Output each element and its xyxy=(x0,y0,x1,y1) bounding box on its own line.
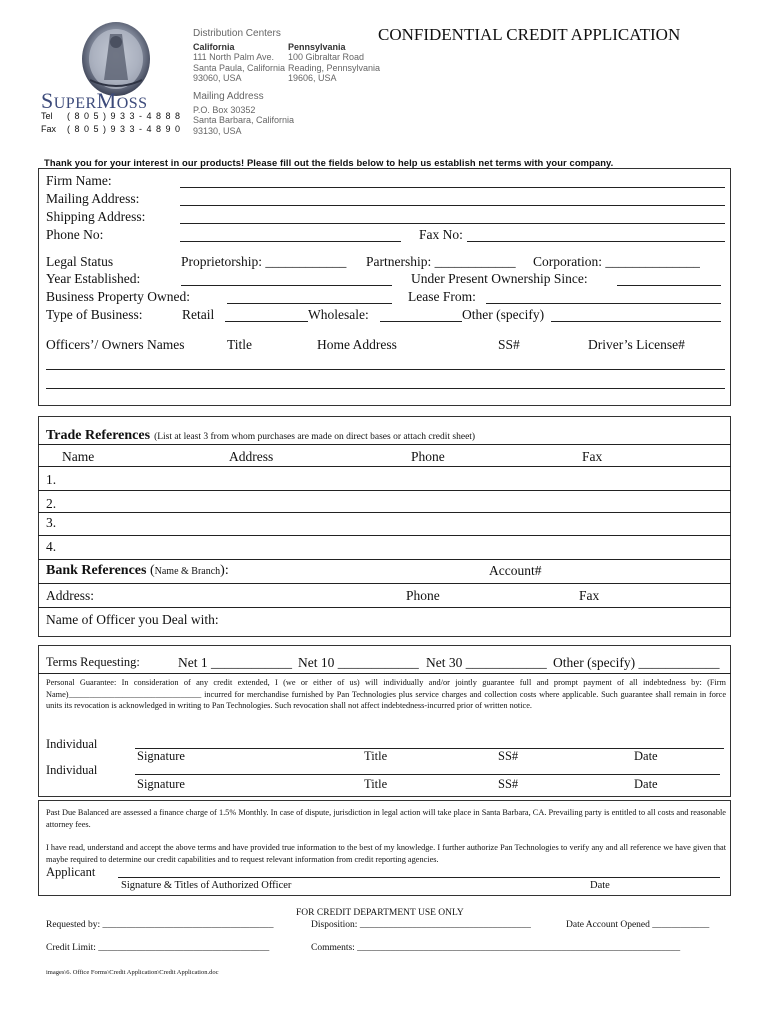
property-owned-field[interactable] xyxy=(227,303,392,304)
references-section xyxy=(38,416,731,637)
home-address-header: Home Address xyxy=(317,337,397,352)
trade-row-2[interactable]: 2. xyxy=(46,496,57,511)
terms-requesting-label: Terms Requesting: xyxy=(46,655,140,669)
net1-field[interactable]: Net 1 ____________ xyxy=(178,655,292,670)
bank-phone-label[interactable]: Phone xyxy=(406,588,440,603)
proprietorship-field[interactable]: Proprietorship: ____________ xyxy=(181,254,347,269)
bank-row-1-line xyxy=(38,583,731,584)
property-owned-label: Business Property Owned: xyxy=(46,289,190,304)
ownership-since-label: Under Present Ownership Since: xyxy=(411,271,588,286)
tel-label: Tel xyxy=(41,111,53,121)
sig1-title-caption: Title xyxy=(364,749,388,763)
sig1-ss-caption: SS# xyxy=(498,749,519,763)
individual-2-signature-line[interactable] xyxy=(135,774,720,775)
bank-account-label[interactable]: Account# xyxy=(489,563,542,578)
applicant-date-caption: Date xyxy=(590,880,610,891)
mailing-address-label: Mailing Address: xyxy=(46,191,140,206)
applicant-label: Applicant xyxy=(46,865,96,879)
bank-fax-label[interactable]: Fax xyxy=(579,588,600,603)
bank-address-label[interactable]: Address: xyxy=(46,588,94,603)
corporation-field[interactable]: Corporation: ______________ xyxy=(533,254,700,269)
comments-field[interactable]: Comments: ____________________________________________________________________ xyxy=(311,943,681,953)
retail-label: Retail xyxy=(182,307,215,322)
pa-name: Pennsylvania xyxy=(288,41,346,52)
sig2-title-caption: Title xyxy=(364,777,388,791)
sig2-signature-caption: Signature xyxy=(137,777,185,791)
sig1-date-caption: Date xyxy=(634,749,658,763)
personal-guarantee-text: Personal Guarantee: In consideration of any credit extended, I (we or either of us) will individually and/or jointly guarantee full and prompt payment of all indebtedness by: (Firm Name)________________________________ incurred for merchandise furnished by Pan Technologies plus service charges and collection costs where applicable. Such guarantee shall remain in force units its revocation is acknowledged in writing to Pan Technologies. Such revocation shall not affect indebtedness-incurred prior of written notice. xyxy=(46,678,726,710)
other-specify-field[interactable] xyxy=(551,321,721,322)
trade-col-phone: Phone xyxy=(411,449,445,464)
trade-references-heading xyxy=(46,426,475,444)
company-logo xyxy=(70,20,162,98)
ss-header: SS# xyxy=(498,337,520,352)
trade-col-address: Address xyxy=(229,449,274,464)
trade-row-4-line xyxy=(38,559,731,560)
agreement-text: I have read, understand and accept the above terms and have provided true information to the best of my knowledge. I further authorize Pan Technologies to verify any and all reference we have given that maybe required to determine our credit capabilities and to request relevant information from credit reporting agencies. xyxy=(46,843,726,864)
lease-from-label: Lease From: xyxy=(408,289,476,304)
wholesale-field[interactable] xyxy=(380,321,462,322)
date-account-opened-field[interactable]: Date Account Opened ____________ xyxy=(566,920,710,930)
shipping-address-label: Shipping Address: xyxy=(46,209,146,224)
fax-value: ( 8 0 5 ) 9 3 3 - 4 8 9 0 xyxy=(67,124,182,134)
office-use-heading: FOR CREDIT DEPARTMENT USE ONLY xyxy=(296,908,464,918)
trade-row-3-line xyxy=(38,535,731,536)
sig2-date-caption: Date xyxy=(634,777,658,791)
bank-refs-title: Bank References xyxy=(46,563,147,578)
trade-refs-note: (List at least 3 from whom purchases are made on direct bases or attach credit sheet) xyxy=(154,432,476,442)
officer-row-2[interactable] xyxy=(46,388,725,389)
past-due-text: Past Due Balanced are assessed a finance charge of 1.5% Monthly. In case of dispute, jurisdiction in legal action will take place in Santa Barbara, CA. Prevailing party is entitled to all costs and reasonable attorney fees. xyxy=(46,808,726,829)
trade-col-name: Name xyxy=(62,449,95,464)
trade-row-1-line xyxy=(38,490,731,491)
mailing-address-field[interactable] xyxy=(180,205,725,206)
officer-row-1[interactable] xyxy=(46,369,725,370)
bank-references-heading: Bank References (Name & Branch): xyxy=(46,563,229,578)
year-established-field[interactable] xyxy=(181,285,392,286)
fax-label: Fax xyxy=(41,124,57,134)
officers-header: Officers’/ Owners Names xyxy=(46,337,185,352)
trade-row-1[interactable]: 1. xyxy=(46,472,57,487)
sig2-ss-caption: SS# xyxy=(498,777,519,791)
wholesale-label: Wholesale: xyxy=(308,307,369,322)
intro-text: Thank you for your interest in our products! Please fill out the fields below to help us establish net terms with your company. xyxy=(44,157,614,168)
trade-header-divider-top xyxy=(38,444,731,445)
california-address: California 111 North Palm Ave. Santa Paula, California 93060, USA xyxy=(193,42,288,84)
bank-officer-label[interactable]: Name of Officer you Deal with: xyxy=(46,612,219,627)
bank-refs-note: Name & Branch xyxy=(154,566,221,577)
individual-1-label: Individual xyxy=(46,737,98,751)
tel-line xyxy=(41,111,181,121)
year-established-label: Year Established: xyxy=(46,271,141,286)
legal-status-label: Legal Status xyxy=(46,254,114,269)
trade-row-3[interactable]: 3. xyxy=(46,515,57,530)
distribution-centers: Distribution Centers California 111 North Palm Ave. Santa Paula, California 93060, USA Pennsylvania 100 Gibraltar Road Reading, Pennsylvania 19606, USA Mailing Address P.O. Box 30352 Santa Barbara, California 93130, USA xyxy=(193,28,381,136)
fax-no-field[interactable] xyxy=(467,241,725,242)
tel-value: ( 8 0 5 ) 9 3 3 - 4 8 8 8 xyxy=(67,111,182,121)
applicant-signature-line[interactable] xyxy=(118,877,720,878)
firm-name-field[interactable] xyxy=(180,187,725,188)
disposition-field[interactable]: Disposition: ____________________________________ xyxy=(311,920,531,930)
individual-2-label: Individual xyxy=(46,763,98,777)
logo-seal-icon xyxy=(70,20,162,98)
drivers-license-header: Driver’s License# xyxy=(588,337,685,352)
trade-col-fax: Fax xyxy=(582,449,603,464)
terms-divider xyxy=(38,673,731,674)
phone-label: Phone No: xyxy=(46,227,104,242)
authorized-officer-caption: Signature & Titles of Authorized Officer xyxy=(121,880,292,891)
retail-field[interactable] xyxy=(225,321,308,322)
fax-line xyxy=(41,124,181,134)
credit-limit-field[interactable]: Credit Limit: ____________________________________ xyxy=(46,943,270,953)
bank-row-2-line xyxy=(38,607,731,608)
trade-refs-title: Trade References xyxy=(46,428,151,443)
business-type-label: Type of Business: xyxy=(46,307,143,322)
lease-from-field[interactable] xyxy=(486,303,721,304)
net30-field[interactable]: Net 30 ____________ xyxy=(426,655,547,670)
distribution-heading: Distribution Centers xyxy=(193,28,281,39)
shipping-address-field[interactable] xyxy=(180,223,725,224)
ca-name: California xyxy=(193,41,235,52)
trade-header-divider xyxy=(38,466,731,467)
page-title: CONFIDENTIAL CREDIT APPLICATION xyxy=(378,25,681,44)
other-terms-field[interactable]: Other (specify) ____________ xyxy=(553,655,720,670)
requested-by-field[interactable]: Requested by: ____________________________________ xyxy=(46,920,274,930)
phone-field[interactable] xyxy=(180,241,401,242)
trade-row-4[interactable]: 4. xyxy=(46,539,57,554)
sig1-signature-caption: Signature xyxy=(137,749,185,763)
mailing-heading: Mailing Address xyxy=(193,90,264,102)
fax-no-label: Fax No: xyxy=(419,227,463,242)
other-specify-label: Other (specify) xyxy=(462,307,545,322)
footer-file-path: images\6. Office Forms\Credit Application\Credit Application.doc xyxy=(46,969,219,976)
officer-title-header: Title xyxy=(227,337,253,352)
company-info-section xyxy=(38,168,731,406)
net10-field[interactable]: Net 10 ____________ xyxy=(298,655,419,670)
firm-name-label: Firm Name: xyxy=(46,173,112,188)
trade-row-2-line xyxy=(38,512,731,513)
company-name: SUPERMOSS xyxy=(41,88,148,113)
ownership-since-field[interactable] xyxy=(617,285,721,286)
partnership-field[interactable]: Partnership: ____________ xyxy=(366,254,516,269)
pennsylvania-address: Pennsylvania 100 Gibraltar Road Reading, Pennsylvania 19606, USA xyxy=(288,41,381,84)
